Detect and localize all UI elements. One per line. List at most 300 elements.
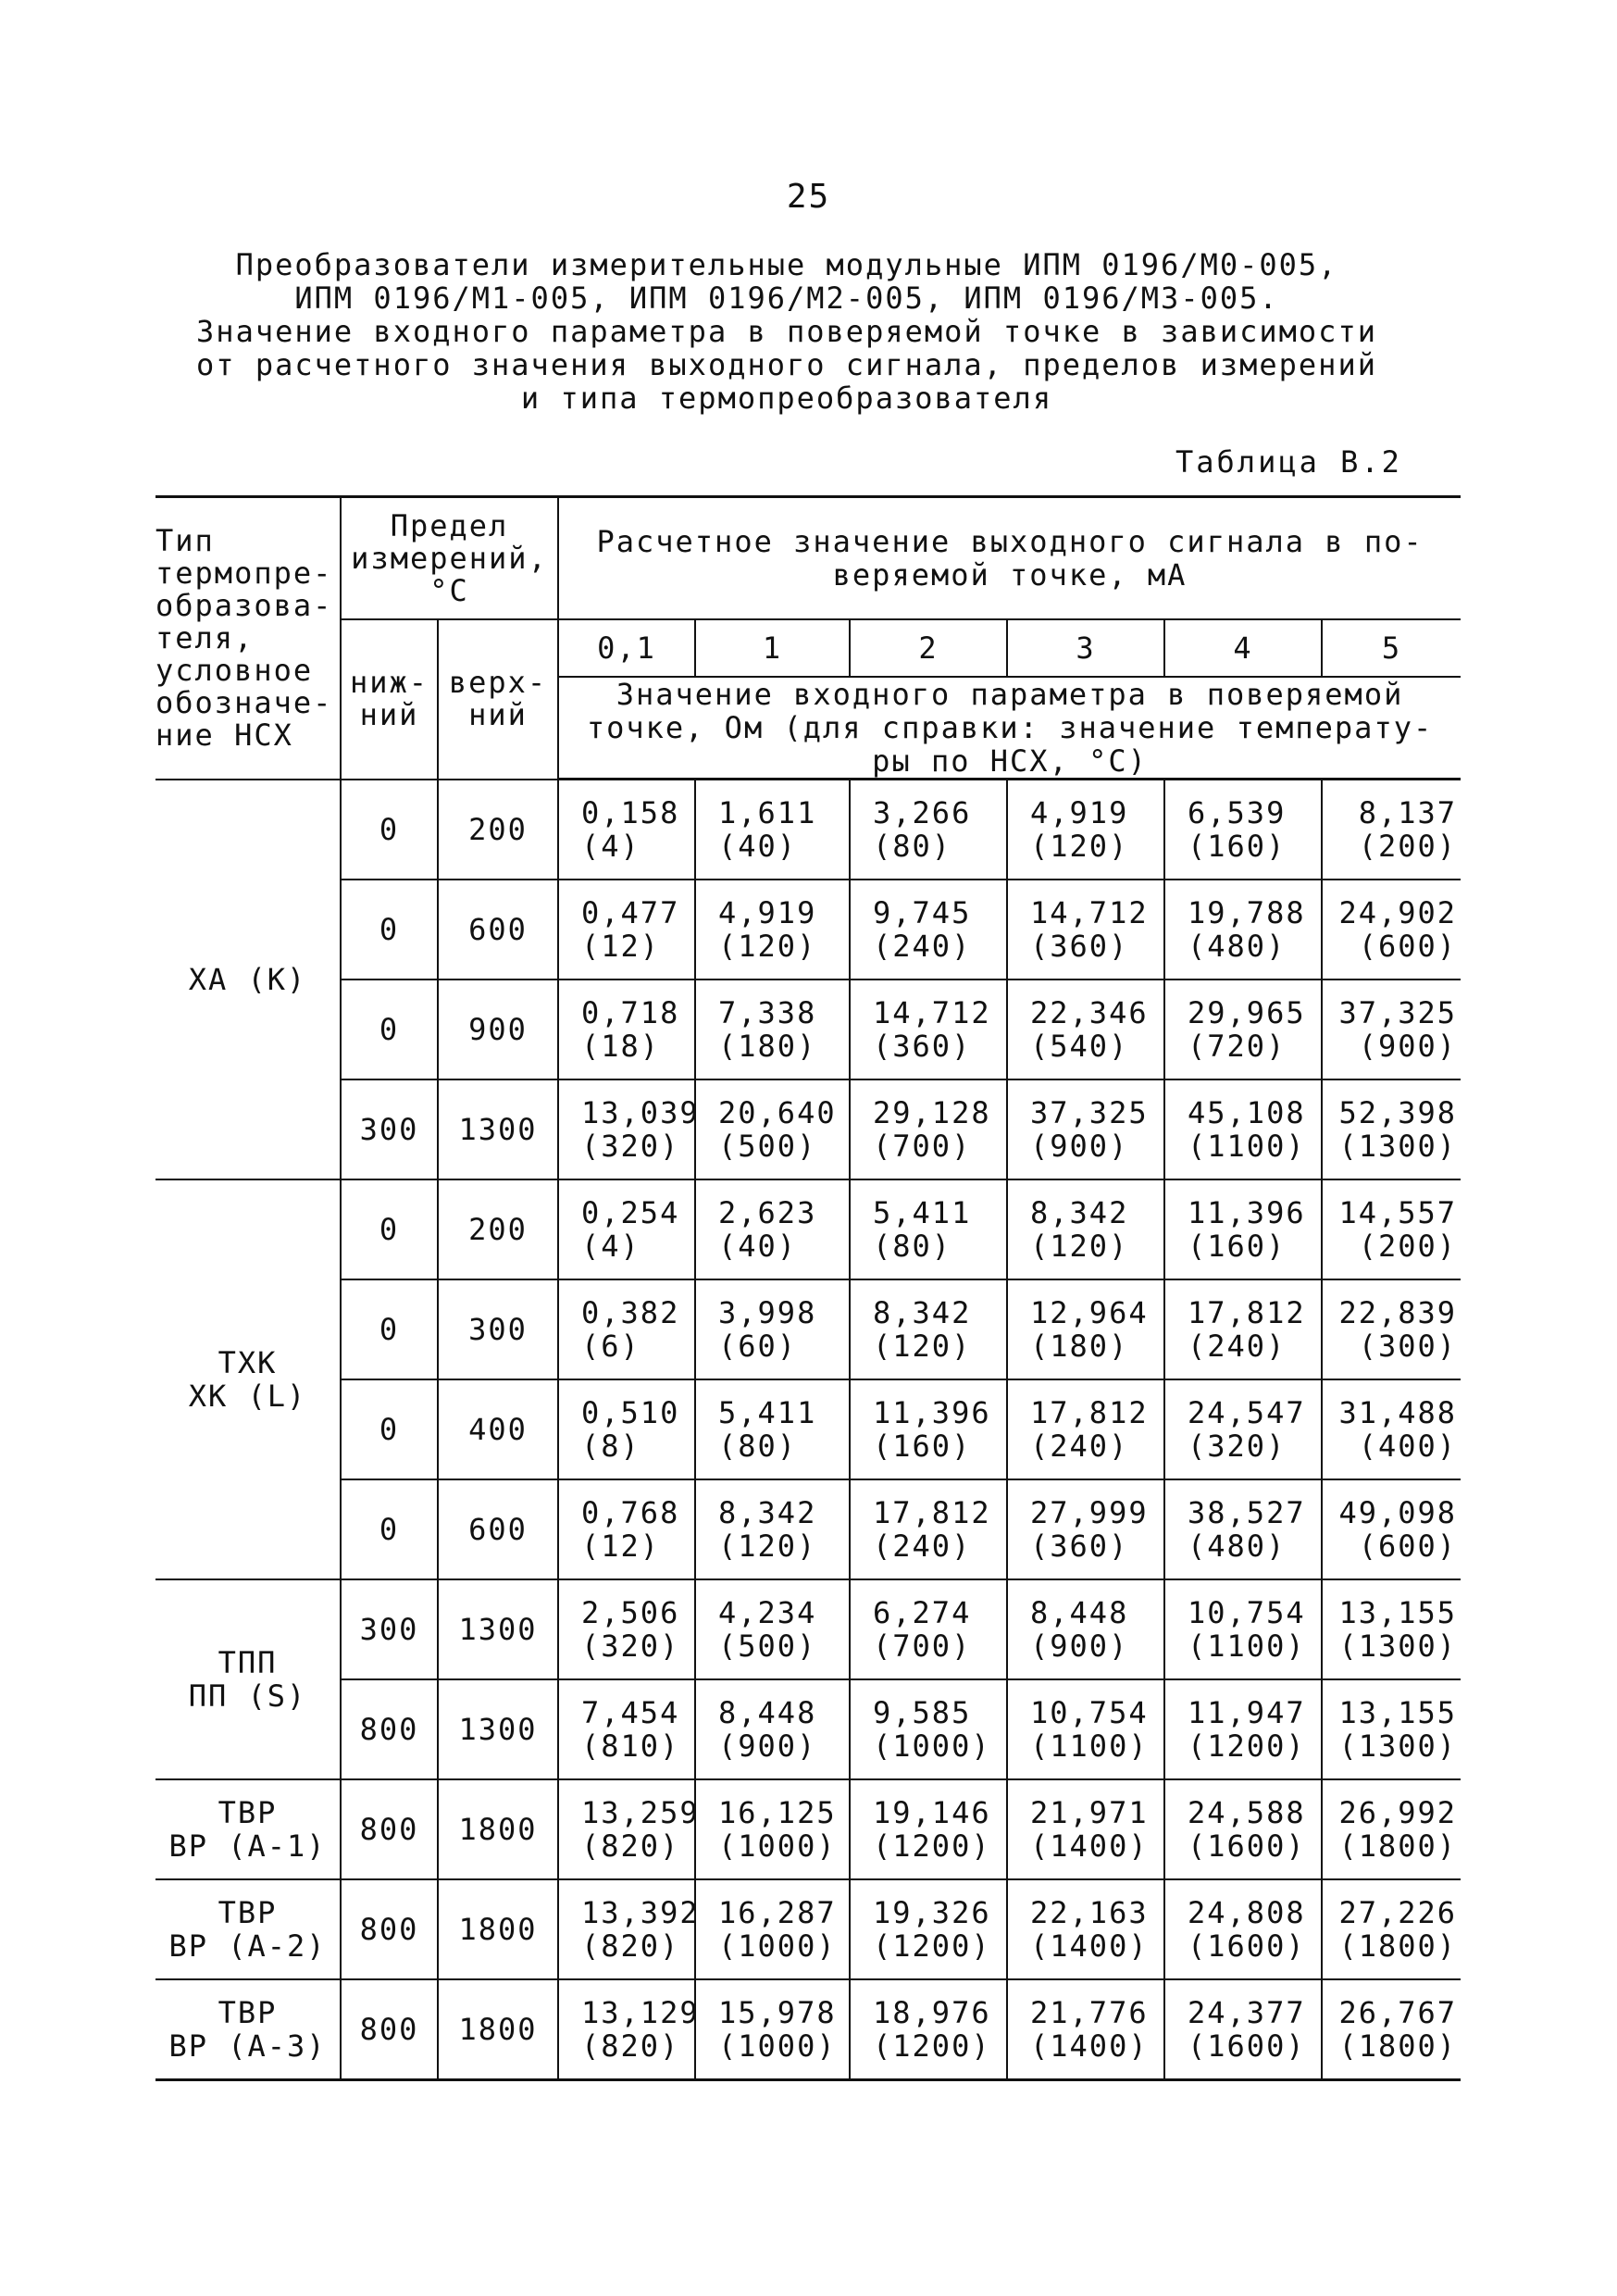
resistance-value: 8,137 <box>1358 795 1458 830</box>
resistance-value: 6,274 <box>873 1595 972 1630</box>
value-cell <box>695 1879 850 1979</box>
limit-high-cell: 200 <box>438 780 558 880</box>
limit-high-cell: 1300 <box>438 1079 558 1179</box>
temperature-value: (820) <box>581 1828 680 1864</box>
resistance-value: 0,158 <box>581 795 680 830</box>
value-cell <box>1164 1279 1322 1379</box>
resistance-value: 24,902 <box>1338 895 1458 930</box>
temperature-value: (240) <box>873 1529 972 1564</box>
resistance-value: 0,718 <box>581 995 680 1030</box>
temperature-value: (1800) <box>1338 1828 1458 1864</box>
value-cell <box>695 880 850 980</box>
limit-low-cell: 0 <box>341 1179 438 1279</box>
value-cell <box>1007 1579 1164 1679</box>
resistance-value: 8,342 <box>873 1295 972 1330</box>
value-cell <box>695 780 850 880</box>
temperature-value: (900) <box>1358 1029 1458 1064</box>
temperature-value: (1800) <box>1338 1928 1458 1964</box>
temperature-value: (4) <box>581 1229 641 1264</box>
header-line: термопре- <box>155 555 333 591</box>
temperature-value: (1200) <box>873 1828 991 1864</box>
value-cell <box>1164 1979 1322 2080</box>
resistance-value: 16,287 <box>718 1895 837 1930</box>
resistance-value: 13,155 <box>1338 1595 1458 1630</box>
value-cell <box>850 780 1007 880</box>
temperature-value: (1000) <box>718 1928 837 1964</box>
signal-value-header: 2 <box>850 619 1007 677</box>
resistance-value: 18,976 <box>873 1995 991 2030</box>
temperature-value: (480) <box>1188 1529 1287 1564</box>
limit-high-cell: 1800 <box>438 1979 558 2080</box>
resistance-value: 13,039 <box>581 1095 700 1130</box>
limit-high-cell: 400 <box>438 1379 558 1479</box>
value-cell <box>1322 1779 1461 1879</box>
value-cell <box>1007 1479 1164 1579</box>
temperature-value: (360) <box>873 1029 972 1064</box>
resistance-value: 8,342 <box>1030 1195 1129 1230</box>
temperature-value: (700) <box>873 1129 972 1164</box>
value-cell <box>558 1279 695 1379</box>
resistance-value: 29,965 <box>1188 995 1306 1030</box>
limit-low-cell: 800 <box>341 1979 438 2080</box>
resistance-value: 2,623 <box>718 1195 817 1230</box>
temperature-value: (120) <box>1030 829 1129 864</box>
value-cell <box>1164 1179 1322 1279</box>
value-cell <box>1007 980 1164 1079</box>
temperature-value: (240) <box>1188 1329 1287 1364</box>
value-cell <box>1164 1479 1322 1579</box>
value-cell <box>695 1179 850 1279</box>
heading-line: Преобразователи измерительные модульные ИПМ 0196/М0-005, <box>235 247 1338 282</box>
header-row <box>155 497 1461 620</box>
value-cell <box>695 1079 850 1179</box>
resistance-value: 11,947 <box>1188 1695 1306 1730</box>
temperature-value: (120) <box>718 929 817 964</box>
temperature-value: (160) <box>1188 1229 1287 1264</box>
table-row <box>155 980 1461 1079</box>
temperature-value: (18) <box>581 1029 661 1064</box>
temperature-value: (160) <box>1188 829 1287 864</box>
table-row <box>155 1779 1461 1879</box>
temperature-value: (1400) <box>1030 1828 1149 1864</box>
limit-low-cell: 0 <box>341 780 438 880</box>
resistance-value: 22,839 <box>1338 1295 1458 1330</box>
page-number: 25 <box>786 178 831 216</box>
temperature-value: (320) <box>581 1628 680 1664</box>
resistance-value: 26,767 <box>1338 1995 1458 2030</box>
resistance-value: 24,547 <box>1188 1395 1306 1430</box>
value-cell <box>558 1579 695 1679</box>
resistance-value: 5,411 <box>718 1395 817 1430</box>
temperature-value: (200) <box>1358 829 1458 864</box>
value-cell <box>850 1479 1007 1579</box>
sensor-type-cell: ТХК ХК (L) <box>155 1179 341 1579</box>
temperature-value: (360) <box>1030 1529 1129 1564</box>
temperature-value: (240) <box>873 929 972 964</box>
value-cell <box>1322 1679 1461 1779</box>
resistance-value: 7,338 <box>718 995 817 1030</box>
resistance-value: 27,999 <box>1030 1495 1149 1530</box>
limit-high-cell: 1300 <box>438 1579 558 1679</box>
temperature-value: (1300) <box>1338 1129 1458 1164</box>
limit-high-cell: 1800 <box>438 1879 558 1979</box>
header-line: Предел <box>390 507 509 543</box>
header-line: ний <box>468 697 528 733</box>
value-cell <box>695 980 850 1079</box>
signal-value-header: 4 <box>1164 619 1322 677</box>
value-cell <box>1322 780 1461 880</box>
table-row <box>155 1479 1461 1579</box>
temperature-value: (600) <box>1358 929 1458 964</box>
resistance-value: 14,712 <box>1030 895 1149 930</box>
value-cell <box>558 1979 700 2080</box>
resistance-value: 37,325 <box>1030 1095 1149 1130</box>
resistance-value: 3,998 <box>718 1295 817 1330</box>
header-line: точке, Ом (для справки: значение температу- <box>586 710 1434 745</box>
temperature-value: (160) <box>873 1429 972 1464</box>
temperature-value: (40) <box>718 1229 798 1264</box>
temperature-value: (1300) <box>1338 1628 1458 1664</box>
value-cell <box>1322 1279 1461 1379</box>
temperature-value: (6) <box>581 1329 641 1364</box>
resistance-value: 21,776 <box>1030 1995 1149 2030</box>
table-row <box>155 780 1461 880</box>
signal-value-header: 3 <box>1007 619 1164 677</box>
type-column-header <box>155 497 341 780</box>
header-line: верх- <box>448 665 548 701</box>
heading-line: от расчетного значения выходного сигнала, пределов измерений <box>196 347 1377 382</box>
value-cell <box>1007 1179 1164 1279</box>
resistance-value: 0,768 <box>581 1495 680 1530</box>
header-line: ниж- <box>349 665 429 701</box>
temperature-value: (820) <box>581 2028 680 2064</box>
value-cell <box>850 1279 1007 1379</box>
temperature-value: (80) <box>873 1229 952 1264</box>
value-cell <box>558 1679 695 1779</box>
temperature-value: (1600) <box>1188 2028 1306 2064</box>
resistance-value: 4,919 <box>718 895 817 930</box>
resistance-value: 52,398 <box>1338 1095 1458 1130</box>
value-cell <box>1322 1379 1461 1479</box>
temperature-value: (1200) <box>1188 1728 1306 1764</box>
value-cell <box>1007 1979 1164 2080</box>
limit-low-cell: 800 <box>341 1879 438 1979</box>
value-cell <box>1007 1379 1164 1479</box>
value-cell <box>1322 1879 1461 1979</box>
resistance-value: 24,808 <box>1188 1895 1306 1930</box>
temperature-value: (12) <box>581 929 661 964</box>
resistance-value: 2,506 <box>581 1595 680 1630</box>
resistance-value: 22,163 <box>1030 1895 1149 1930</box>
temperature-value: (1200) <box>873 2028 991 2064</box>
value-cell <box>695 1579 850 1679</box>
resistance-value: 27,226 <box>1338 1895 1458 1930</box>
temperature-value: (1000) <box>718 2028 837 2064</box>
resistance-value: 13,392 <box>581 1895 700 1930</box>
table-row <box>155 1079 1461 1179</box>
temperature-value: (1100) <box>1188 1129 1306 1164</box>
sensor-type-cell: ХА (К) <box>155 780 341 1180</box>
table-row <box>155 1379 1461 1479</box>
resistance-value: 17,812 <box>1188 1295 1306 1330</box>
document-heading <box>139 248 1435 415</box>
signal-value-header: 1 <box>695 619 850 677</box>
temperature-value: (80) <box>873 829 952 864</box>
header-line: Значение входного параметра в поверяемой <box>616 677 1404 712</box>
value-cell <box>850 1179 1007 1279</box>
limit-high-cell: 1300 <box>438 1679 558 1779</box>
value-cell <box>695 1279 850 1379</box>
table-label: Таблица В.2 <box>1175 444 1402 480</box>
sensor-type-cell: ТВР ВР (А-3) <box>155 1979 341 2080</box>
temperature-value: (1000) <box>718 1828 837 1864</box>
input-parameter-header <box>558 677 1461 780</box>
temperature-value: (1300) <box>1338 1728 1458 1764</box>
temperature-value: (300) <box>1358 1329 1458 1364</box>
resistance-value: 26,992 <box>1338 1795 1458 1830</box>
resistance-value: 31,488 <box>1338 1395 1458 1430</box>
temperature-value: (700) <box>873 1628 972 1664</box>
resistance-value: 45,108 <box>1188 1095 1306 1130</box>
value-cell <box>1322 1979 1461 2080</box>
temperature-value: (1400) <box>1030 1928 1149 1964</box>
limit-low-cell: 0 <box>341 1479 438 1579</box>
temperature-value: (60) <box>718 1329 798 1364</box>
value-cell <box>1007 880 1164 980</box>
temperature-value: (900) <box>1030 1628 1129 1664</box>
temperature-value: (1600) <box>1188 1928 1306 1964</box>
resistance-value: 9,585 <box>873 1695 972 1730</box>
temperature-value: (240) <box>1030 1429 1129 1464</box>
limit-low-cell: 300 <box>341 1079 438 1179</box>
table-row <box>155 1679 1461 1779</box>
heading-line: ИПМ 0196/М1-005, ИПМ 0196/М2-005, ИПМ 0196/М3-005. <box>294 281 1279 316</box>
signal-value-header: 0,1 <box>558 619 695 677</box>
limit-low-cell: 800 <box>341 1779 438 1879</box>
value-cell <box>1322 1079 1461 1179</box>
limit-low-header <box>341 619 438 780</box>
table-body <box>155 497 1461 2080</box>
value-cell <box>1007 1879 1164 1979</box>
resistance-value: 17,812 <box>873 1495 991 1530</box>
resistance-value: 5,411 <box>873 1195 972 1230</box>
value-cell <box>1164 1579 1322 1679</box>
header-line: теля, <box>155 619 255 655</box>
value-cell <box>1322 1579 1461 1679</box>
sensor-type-cell: ТВР ВР (А-1) <box>155 1779 341 1879</box>
value-cell <box>1164 1679 1322 1779</box>
value-cell <box>695 1779 850 1879</box>
sensor-type-cell: ТВР ВР (А-2) <box>155 1879 341 1979</box>
resistance-value: 0,254 <box>581 1195 680 1230</box>
resistance-value: 19,326 <box>873 1895 991 1930</box>
value-cell <box>850 1679 1007 1779</box>
resistance-value: 13,129 <box>581 1995 700 2030</box>
temperature-value: (12) <box>581 1529 661 1564</box>
resistance-value: 1,611 <box>718 795 817 830</box>
temperature-value: (180) <box>718 1029 817 1064</box>
table-row <box>155 1179 1461 1279</box>
table-row <box>155 1279 1461 1379</box>
temperature-value: (360) <box>1030 929 1129 964</box>
value-cell <box>850 1379 1007 1479</box>
header-line: условное <box>155 652 314 688</box>
resistance-value: 10,754 <box>1188 1595 1306 1630</box>
resistance-value: 13,155 <box>1338 1695 1458 1730</box>
table-row <box>155 1879 1461 1979</box>
value-cell <box>1322 880 1461 980</box>
temperature-value: (120) <box>718 1529 817 1564</box>
value-cell <box>558 780 695 880</box>
header-line: ние НСХ <box>155 717 293 753</box>
temperature-value: (1000) <box>873 1728 991 1764</box>
header-line: ры по НСХ, °C) <box>872 743 1148 779</box>
resistance-value: 11,396 <box>1188 1195 1306 1230</box>
value-cell <box>850 1979 1007 2080</box>
temperature-value: (540) <box>1030 1029 1129 1064</box>
value-cell <box>695 1679 850 1779</box>
resistance-value: 37,325 <box>1338 995 1458 1030</box>
value-cell <box>1007 1779 1164 1879</box>
resistance-value: 17,812 <box>1030 1395 1149 1430</box>
value-cell <box>558 980 695 1079</box>
limit-header <box>341 497 558 620</box>
resistance-value: 0,477 <box>581 895 680 930</box>
value-cell <box>558 1879 700 1979</box>
temperature-value: (810) <box>581 1728 680 1764</box>
temperature-value: (80) <box>718 1429 798 1464</box>
value-cell <box>1322 1179 1461 1279</box>
temperature-value: (500) <box>718 1628 817 1664</box>
resistance-value: 8,342 <box>718 1495 817 1530</box>
temperature-value: (200) <box>1358 1229 1458 1264</box>
temperature-value: (820) <box>581 1928 680 1964</box>
limit-high-header <box>438 619 558 780</box>
limit-high-cell: 900 <box>438 980 558 1079</box>
resistance-value: 15,978 <box>718 1995 837 2030</box>
temperature-value: (900) <box>718 1728 817 1764</box>
value-cell <box>558 1479 695 1579</box>
resistance-value: 3,266 <box>873 795 972 830</box>
heading-line: и типа термопреобразователя <box>520 381 1053 416</box>
resistance-value: 10,754 <box>1030 1695 1149 1730</box>
temperature-value: (1100) <box>1030 1728 1149 1764</box>
temperature-value: (400) <box>1358 1429 1458 1464</box>
value-cell <box>1007 1079 1164 1179</box>
temperature-value: (4) <box>581 829 641 864</box>
header-row <box>155 619 1461 677</box>
value-cell <box>1007 1279 1164 1379</box>
value-cell <box>850 1779 1007 1879</box>
resistance-value: 22,346 <box>1030 995 1149 1030</box>
limit-high-cell: 300 <box>438 1279 558 1379</box>
value-cell <box>558 1779 700 1879</box>
resistance-value: 20,640 <box>718 1095 837 1130</box>
limit-high-cell: 600 <box>438 1479 558 1579</box>
temperature-value: (1200) <box>873 1928 991 1964</box>
value-cell <box>1164 780 1322 880</box>
value-cell <box>1164 980 1322 1079</box>
resistance-value: 4,234 <box>718 1595 817 1630</box>
header-line: веряемой точке, мА <box>832 557 1188 593</box>
header-line: обозначе- <box>155 684 333 720</box>
signal-header <box>558 497 1461 620</box>
value-cell <box>850 1879 1007 1979</box>
calibration-table <box>155 495 1461 2081</box>
value-cell <box>695 1379 850 1479</box>
temperature-value: (320) <box>581 1129 680 1164</box>
temperature-value: (600) <box>1358 1529 1458 1564</box>
table-row <box>155 880 1461 980</box>
resistance-value: 11,396 <box>873 1395 991 1430</box>
temperature-value: (120) <box>873 1329 972 1364</box>
temperature-value: (320) <box>1188 1429 1287 1464</box>
value-cell <box>695 1979 850 2080</box>
value-cell <box>558 1179 695 1279</box>
value-cell <box>1164 1379 1322 1479</box>
value-cell <box>850 1079 1007 1179</box>
value-cell <box>1007 780 1164 880</box>
resistance-value: 19,146 <box>873 1795 991 1830</box>
limit-low-cell: 0 <box>341 980 438 1079</box>
value-cell <box>1164 1879 1322 1979</box>
limit-low-cell: 0 <box>341 880 438 980</box>
temperature-value: (720) <box>1188 1029 1287 1064</box>
resistance-value: 14,712 <box>873 995 991 1030</box>
value-cell <box>1322 980 1461 1079</box>
header-line: Расчетное значение выходного сигнала в по- <box>596 524 1424 559</box>
sensor-type-cell: ТПП ПП (S) <box>155 1579 341 1779</box>
resistance-value: 8,448 <box>1030 1595 1129 1630</box>
header-line: Тип <box>155 522 215 558</box>
limit-low-cell: 300 <box>341 1579 438 1679</box>
resistance-value: 19,788 <box>1188 895 1306 930</box>
value-cell <box>558 1379 695 1479</box>
resistance-value: 38,527 <box>1188 1495 1306 1530</box>
value-cell <box>1164 1779 1322 1879</box>
limit-low-cell: 0 <box>341 1279 438 1379</box>
temperature-value: (180) <box>1030 1329 1129 1364</box>
value-cell <box>850 980 1007 1079</box>
temperature-value: (480) <box>1188 929 1287 964</box>
header-line: °C <box>429 572 469 608</box>
temperature-value: (1100) <box>1188 1628 1306 1664</box>
temperature-value: (1600) <box>1188 1828 1306 1864</box>
resistance-value: 16,125 <box>718 1795 837 1830</box>
value-cell <box>1164 1079 1322 1179</box>
value-cell <box>1322 1479 1461 1579</box>
temperature-value: (8) <box>581 1429 641 1464</box>
limit-high-cell: 200 <box>438 1179 558 1279</box>
resistance-value: 24,377 <box>1188 1995 1306 2030</box>
temperature-value: (500) <box>718 1129 817 1164</box>
resistance-value: 8,448 <box>718 1695 817 1730</box>
table-row <box>155 1579 1461 1679</box>
limit-low-cell: 800 <box>341 1679 438 1779</box>
value-cell <box>558 880 695 980</box>
resistance-value: 7,454 <box>581 1695 680 1730</box>
temperature-value: (900) <box>1030 1129 1129 1164</box>
table-row <box>155 1979 1461 2080</box>
temperature-value: (1800) <box>1338 2028 1458 2064</box>
resistance-value: 21,971 <box>1030 1795 1149 1830</box>
heading-line: Значение входного параметра в поверяемой точке в зависимости <box>196 314 1377 349</box>
value-cell <box>1007 1679 1164 1779</box>
header-line: образова- <box>155 587 333 623</box>
limit-low-cell: 0 <box>341 1379 438 1479</box>
resistance-value: 9,745 <box>873 895 972 930</box>
resistance-value: 0,382 <box>581 1295 680 1330</box>
